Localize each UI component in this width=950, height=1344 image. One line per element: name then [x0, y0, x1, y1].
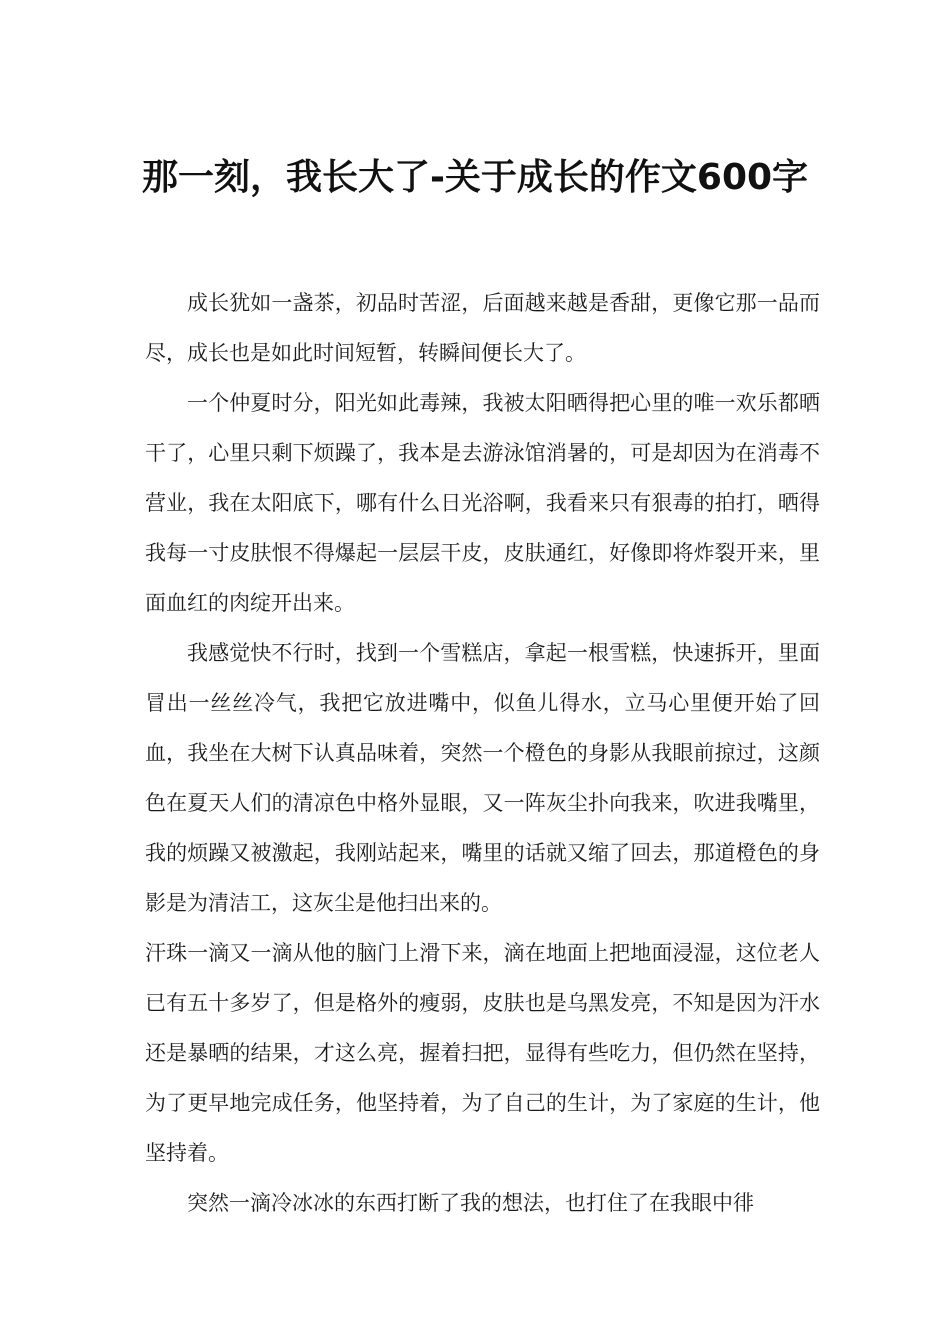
paragraph-4: 汗珠一滴又一滴从他的脑门上滑下来，滴在地面上把地面浸湿，这位老人已有五十多岁了，但是格外的瘦弱，皮肤也是乌黑发亮，不知是因为汗水还是暴晒的结果，才这么亮，握着扫把，显得有些吃力，但仍然在坚持，为了更早地完成任务，他坚持着，为了自己的生计，为了家庭的生计，他坚持着。 [145, 941, 820, 1165]
document-body [145, 278, 820, 1228]
paragraph-3: 我感觉快不行时，找到一个雪糕店，拿起一根雪糕，快速拆开，里面冒出一丝丝冷气，我把它放进嘴中，似鱼儿得水，立马心里便开始了回血，我坐在大树下认真品味着，突然一个橙色的身影从我眼前掠过，这颜色在夏天人们的清凉色中格外显眼，又一阵灰尘扑向我来，吹进我嘴里，我的烦躁又被激起，我刚站起来，嘴里的话就又缩了回去，那道橙色的身影是为清洁工，这灰尘是他扫出来的。 [145, 641, 820, 915]
paragraph-5: 突然一滴冷冰冰的东西打断了我的想法，也打住了在我眼中徘 [187, 1191, 754, 1215]
paragraph-2: 一个仲夏时分，阳光如此毒辣，我被太阳晒得把心里的唯一欢乐都晒干了，心里只剩下烦躁了，我本是去游泳馆消暑的，可是却因为在消毒不营业，我在太阳底下，哪有什么日光浴啊，我看来只有狠毒的拍打，晒得我每一寸皮肤恨不得爆起一层层干皮，皮肤通红，好像即将炸裂开来，里面血红的肉绽开出来。 [145, 391, 820, 615]
document-title: 那一刻，我长大了-关于成长的作文600字 [141, 157, 809, 199]
paragraph-1: 成长犹如一盏茶，初品时苦涩，后面越来越是香甜，更像它那一品而尽，成长也是如此时间短暂，转瞬间便长大了。 [145, 291, 820, 365]
